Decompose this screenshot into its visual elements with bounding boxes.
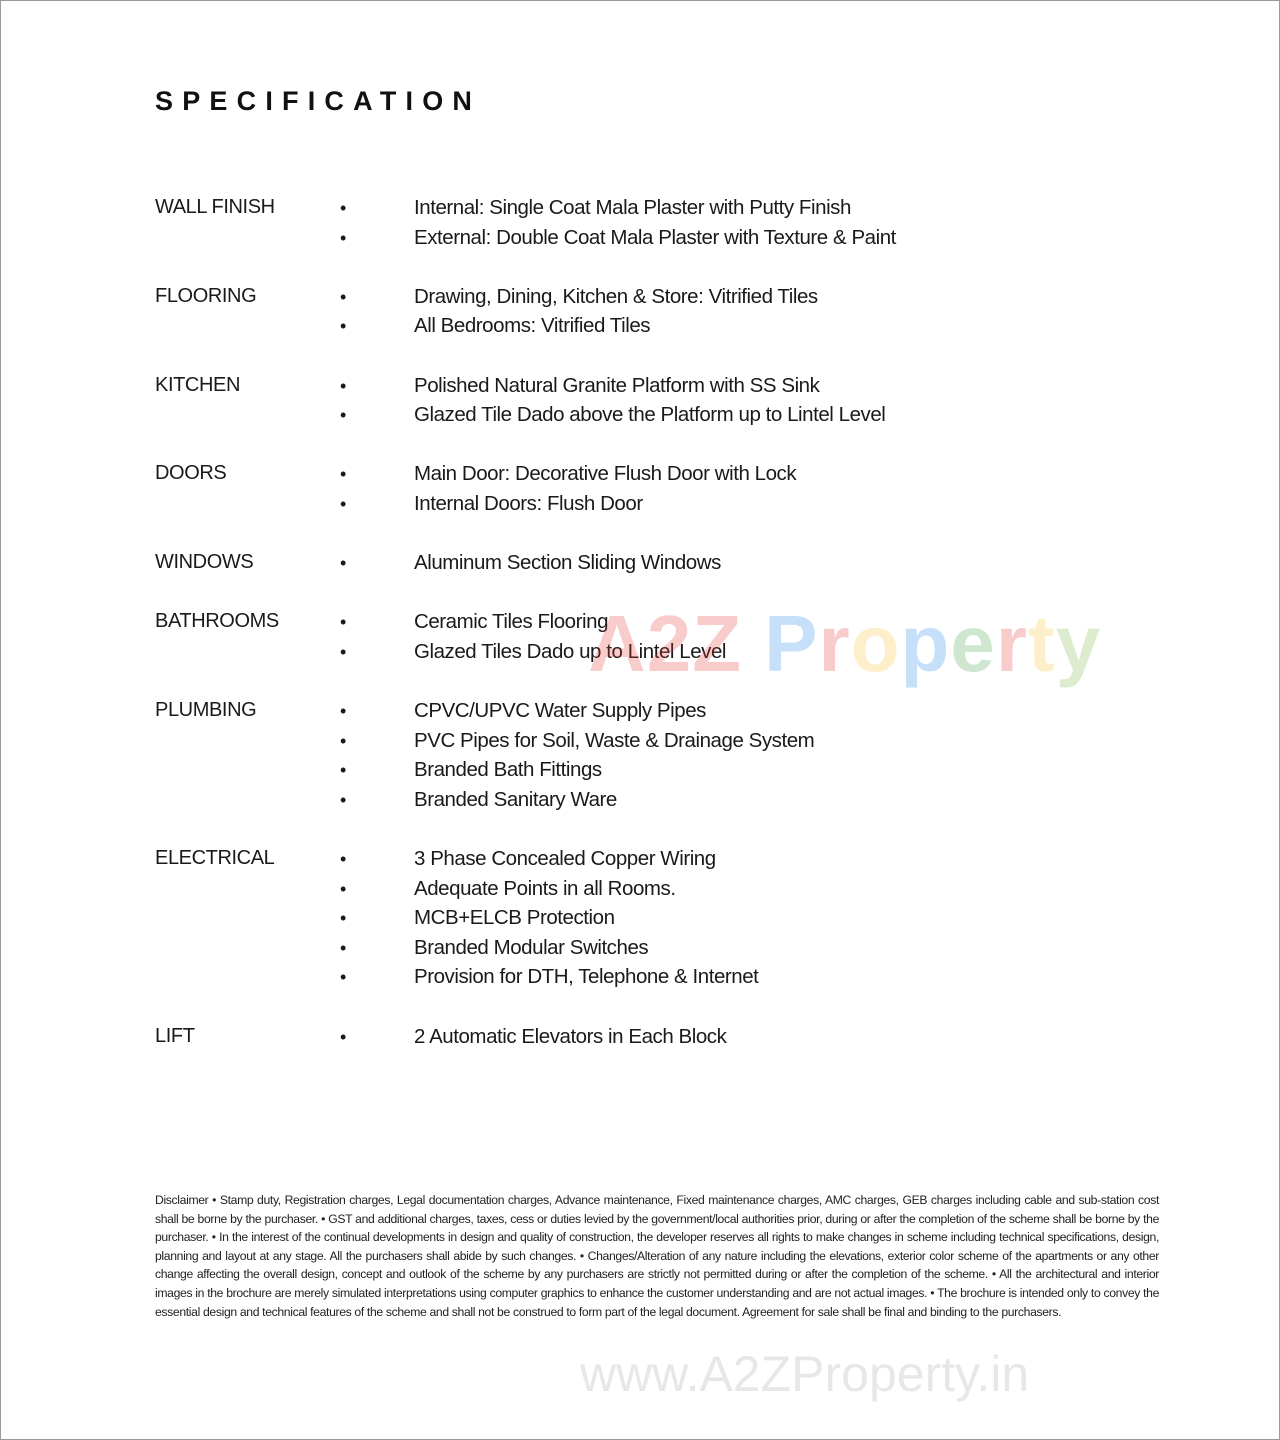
spec-item-text: 3 Phase Concealed Copper Wiring [414, 847, 716, 871]
spec-item [340, 785, 1155, 815]
spec-item-text: CPVC/UPVC Water Supply Pipes [414, 699, 706, 723]
spec-section-label: WALL FINISH [155, 196, 275, 218]
spec-item-text: All Bedrooms: Vitrified Tiles [414, 314, 651, 338]
spec-section-label: PLUMBING [155, 699, 257, 722]
bullet-icon: • [340, 286, 346, 307]
spec-item-text: Branded Bath Fittings [414, 758, 602, 782]
spec-item [340, 371, 1155, 401]
spec-section-label: LIFT [155, 1024, 195, 1047]
spec-section-electrical [155, 844, 1155, 992]
spec-section-label: FLOORING [155, 284, 257, 307]
spec-item-text: Aluminum Section Sliding Windows [414, 551, 721, 575]
bullet-icon: • [340, 405, 346, 426]
spec-item [340, 903, 1155, 933]
disclaimer-text: Disclaimer • Stamp duty, Registration charges, Legal documentation charges, Advance maintenance, Fixed maintenance charges, AMC charges, GEB charges including cable and sub-station cost shall be borne by the purchaser. • GST and additional charges, taxes, cess or duties levied by the government/local authorities prior, during or after the completion of the scheme shall be borne by the purchaser. • In the interest of the continual developments in design and quality of construction, the developer reserves all rights to make changes in scheme including technical specifications, design, planning and layout at any stage. All the purchasers shall abide by such changes. • Changes/Alteration of any nature including the elevations, exterior color scheme of the apartments or any other change affecting the overall design, concept and outlook of the scheme by any purchasers are strictly not permitted during or after the completion of the scheme. • All the architectural and interior images in the brochure are merely simulated interpretations using computer graphics to enhance the customer understanding and are not actual images. • The brochure is intended only to convey the essential design and technical features of the scheme and shall not be construed to form part of the legal document. Agreement for sale shall be final and binding to the purchasers. [155, 1193, 1159, 1319]
spec-section-label: KITCHEN [155, 373, 240, 396]
spec-item-text: MCB+ELCB Protection [414, 906, 615, 930]
bullet-icon: • [340, 316, 346, 337]
spec-section-lift [155, 1022, 1155, 1052]
spec-item-text: Main Door: Decorative Flush Door with Lock [414, 462, 797, 486]
spec-item [340, 1022, 1155, 1052]
watermark-letter: r [818, 599, 851, 688]
bullet-icon: • [340, 967, 346, 988]
spec-section-windows [155, 548, 1155, 578]
bullet-icon: • [340, 789, 346, 810]
watermark-letter: o [850, 599, 901, 688]
watermark-letter: P [764, 599, 819, 688]
bullet-icon: • [340, 493, 346, 514]
spec-item-text: PVC Pipes for Soil, Waste & Drainage System [414, 728, 815, 752]
watermark-letter: 2 [646, 599, 693, 688]
spec-item [340, 282, 1155, 312]
spec-item-text: Branded Sanitary Ware [414, 787, 617, 811]
spec-item [340, 548, 1155, 578]
spec-item [340, 193, 1155, 223]
spec-item-text: Glazed Tile Dado above the Platform up to Lintel Level [414, 403, 886, 427]
bullet-icon: • [340, 198, 346, 218]
spec-item [340, 962, 1155, 992]
spec-item [340, 696, 1155, 726]
spec-item [340, 933, 1155, 963]
bullet-icon: • [340, 1026, 346, 1047]
spec-section-label: WINDOWS [155, 551, 254, 574]
watermark-letter: e [950, 599, 996, 688]
spec-section-label: ELECTRICAL [155, 847, 275, 870]
spec-item-text: External: Double Coat Mala Plaster with Texture & Paint [414, 225, 896, 249]
spec-item [340, 311, 1155, 341]
spec-item-text: Provision for DTH, Telephone & Internet [414, 965, 759, 989]
spec-item [340, 755, 1155, 785]
bullet-icon: • [340, 553, 346, 574]
bullet-icon: • [340, 464, 346, 485]
bullet-icon: • [340, 760, 346, 781]
spec-item [340, 223, 1155, 253]
spec-section-kitchen [155, 371, 1155, 430]
bullet-icon: • [340, 878, 346, 899]
watermark-letter: Z [692, 599, 743, 688]
spec-item [340, 874, 1155, 904]
spec-item-text: Internal: Single Coat Mala Plaster with Putty Finish [414, 196, 851, 219]
watermark-letter: y [1055, 599, 1102, 688]
watermark-letter: A [588, 599, 647, 688]
watermark-letter: p [900, 599, 951, 688]
spec-section-flooring [155, 282, 1155, 341]
website-watermark: www.A2ZProperty.in [580, 1346, 1030, 1402]
spec-item-text: Internal Doors: Flush Door [414, 491, 643, 515]
a2z-property-watermark-logo [588, 598, 1101, 690]
bullet-icon: • [340, 908, 346, 929]
bullet-icon: • [340, 701, 346, 722]
spec-item [340, 400, 1155, 430]
spec-section-wall-finish [155, 193, 1155, 252]
spec-section-label: BATHROOMS [155, 610, 279, 633]
spec-item-text: Glazed Tiles Dado up to Lintel Level [414, 639, 727, 663]
spec-section-label: DOORS [155, 462, 227, 485]
spec-item-text: Polished Natural Granite Platform with SS Sink [414, 373, 820, 397]
spec-item-text: Ceramic Tiles Flooring [414, 610, 609, 634]
spec-item [340, 489, 1155, 519]
spec-item [340, 844, 1155, 874]
spec-section-plumbing [155, 696, 1155, 814]
spec-item [340, 726, 1155, 756]
spec-item-text: Branded Modular Switches [414, 935, 649, 959]
page-title: SPECIFICATION [155, 86, 482, 116]
bullet-icon: • [340, 375, 346, 396]
spec-item [340, 459, 1155, 489]
watermark-letter: r [995, 599, 1029, 688]
bullet-icon: • [340, 937, 346, 958]
spec-item-text: 2 Automatic Elevators in Each Block [414, 1024, 727, 1048]
bullet-icon: • [340, 849, 346, 870]
spec-item-text: Adequate Points in all Rooms. [414, 876, 676, 900]
bullet-icon: • [340, 730, 346, 751]
bullet-icon: • [340, 227, 346, 248]
spec-section-doors [155, 459, 1155, 518]
bullet-icon: • [340, 641, 346, 662]
watermark-letter: t [1028, 599, 1056, 688]
spec-item-text: Drawing, Dining, Kitchen & Store: Vitrified Tiles [414, 284, 818, 308]
bullet-icon: • [340, 612, 346, 633]
